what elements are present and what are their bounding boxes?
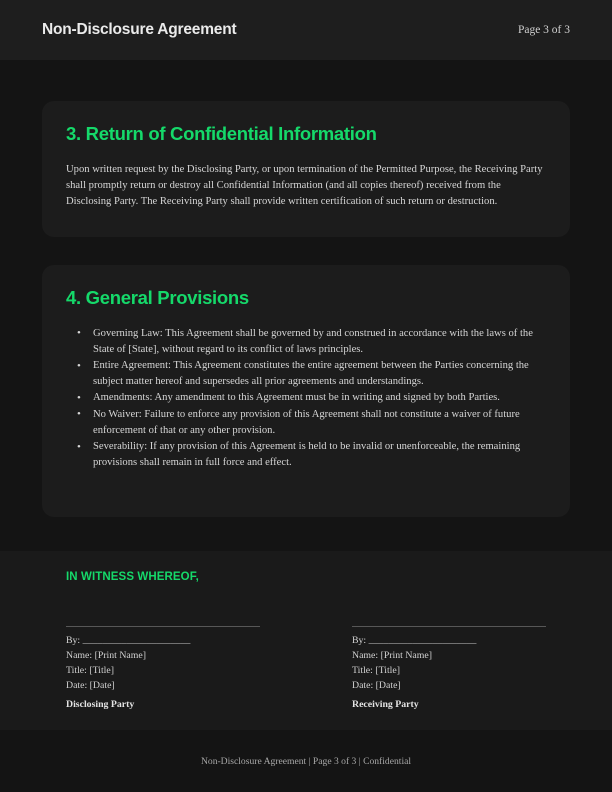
list-item: • Governing Law: This Agreement shall be governed by and construed in accordance with the laws of the State of [State], without regard to its conflict of laws principles.	[66, 326, 546, 358]
signature-title-field[interactable]: Title: [Title]	[352, 665, 401, 676]
list-item: • No Waiver: Failure to enforce any provision of this Agreement shall not constitute a waiver of future enforcement of that or any other provision.	[66, 407, 546, 439]
signature-row	[66, 626, 546, 712]
document-footer	[0, 730, 612, 792]
document-content	[0, 60, 612, 551]
signature-name-field[interactable]: Name: [Print Name]	[352, 650, 432, 661]
signature-rule	[66, 626, 260, 627]
signature-title-field[interactable]: Title: [Title]	[66, 665, 115, 676]
signature-name-field[interactable]: Name: [Print Name]	[66, 650, 146, 661]
page-title: Non-Disclosure Agreement	[42, 21, 237, 38]
signature-section	[0, 551, 612, 730]
signature-date-field[interactable]: Date: [Date]	[352, 680, 401, 691]
list-item: • Entire Agreement: This Agreement constitutes the entire agreement between the Parties concerning the subject matter hereof and supersedes all prior agreements and understandings.	[66, 358, 546, 390]
document-header	[0, 0, 612, 60]
footer-text: Non-Disclosure Agreement | Page 3 of 3 | Confidential	[200, 755, 412, 767]
page-indicator: Page 3 of 3	[517, 24, 570, 36]
section-paragraph: Upon written request by the Disclosing Party, or upon termination of the Permitted Purpose, the Receiving Party shall promptly return or destroy all Confidential Information (and all copies thereof) received from the Disclosing Party. The Receiving Party shall provide written certification of such return or destruction.	[66, 164, 543, 208]
signature-date-field[interactable]: Date: [Date]	[66, 680, 115, 691]
signature-party-label: Disclosing Party	[66, 699, 135, 710]
section-card-general-provisions	[42, 265, 570, 518]
section-card-return-of-confidential-information	[42, 101, 570, 237]
section-heading: 3. Return of Confidential Information	[66, 123, 377, 144]
list-item: • Severability: If any provision of this Agreement is held to be invalid or unenforceable, the remaining provisions shall remain in full force and effect.	[66, 439, 546, 471]
witness-label: IN WITNESS WHEREOF,	[66, 571, 199, 583]
signature-block-receiving-party	[352, 626, 546, 712]
signature-rule	[352, 626, 546, 627]
signature-block-disclosing-party	[66, 626, 260, 712]
signature-by-field[interactable]: By: ______________________	[66, 635, 191, 646]
provisions-list	[66, 326, 546, 472]
signature-party-label: Receiving Party	[352, 699, 419, 710]
signature-by-field[interactable]: By: ______________________	[352, 635, 477, 646]
section-heading: 4. General Provisions	[66, 286, 249, 308]
list-item: • Amendments: Any amendment to this Agreement must be in writing and signed by both Parties.	[66, 390, 546, 406]
